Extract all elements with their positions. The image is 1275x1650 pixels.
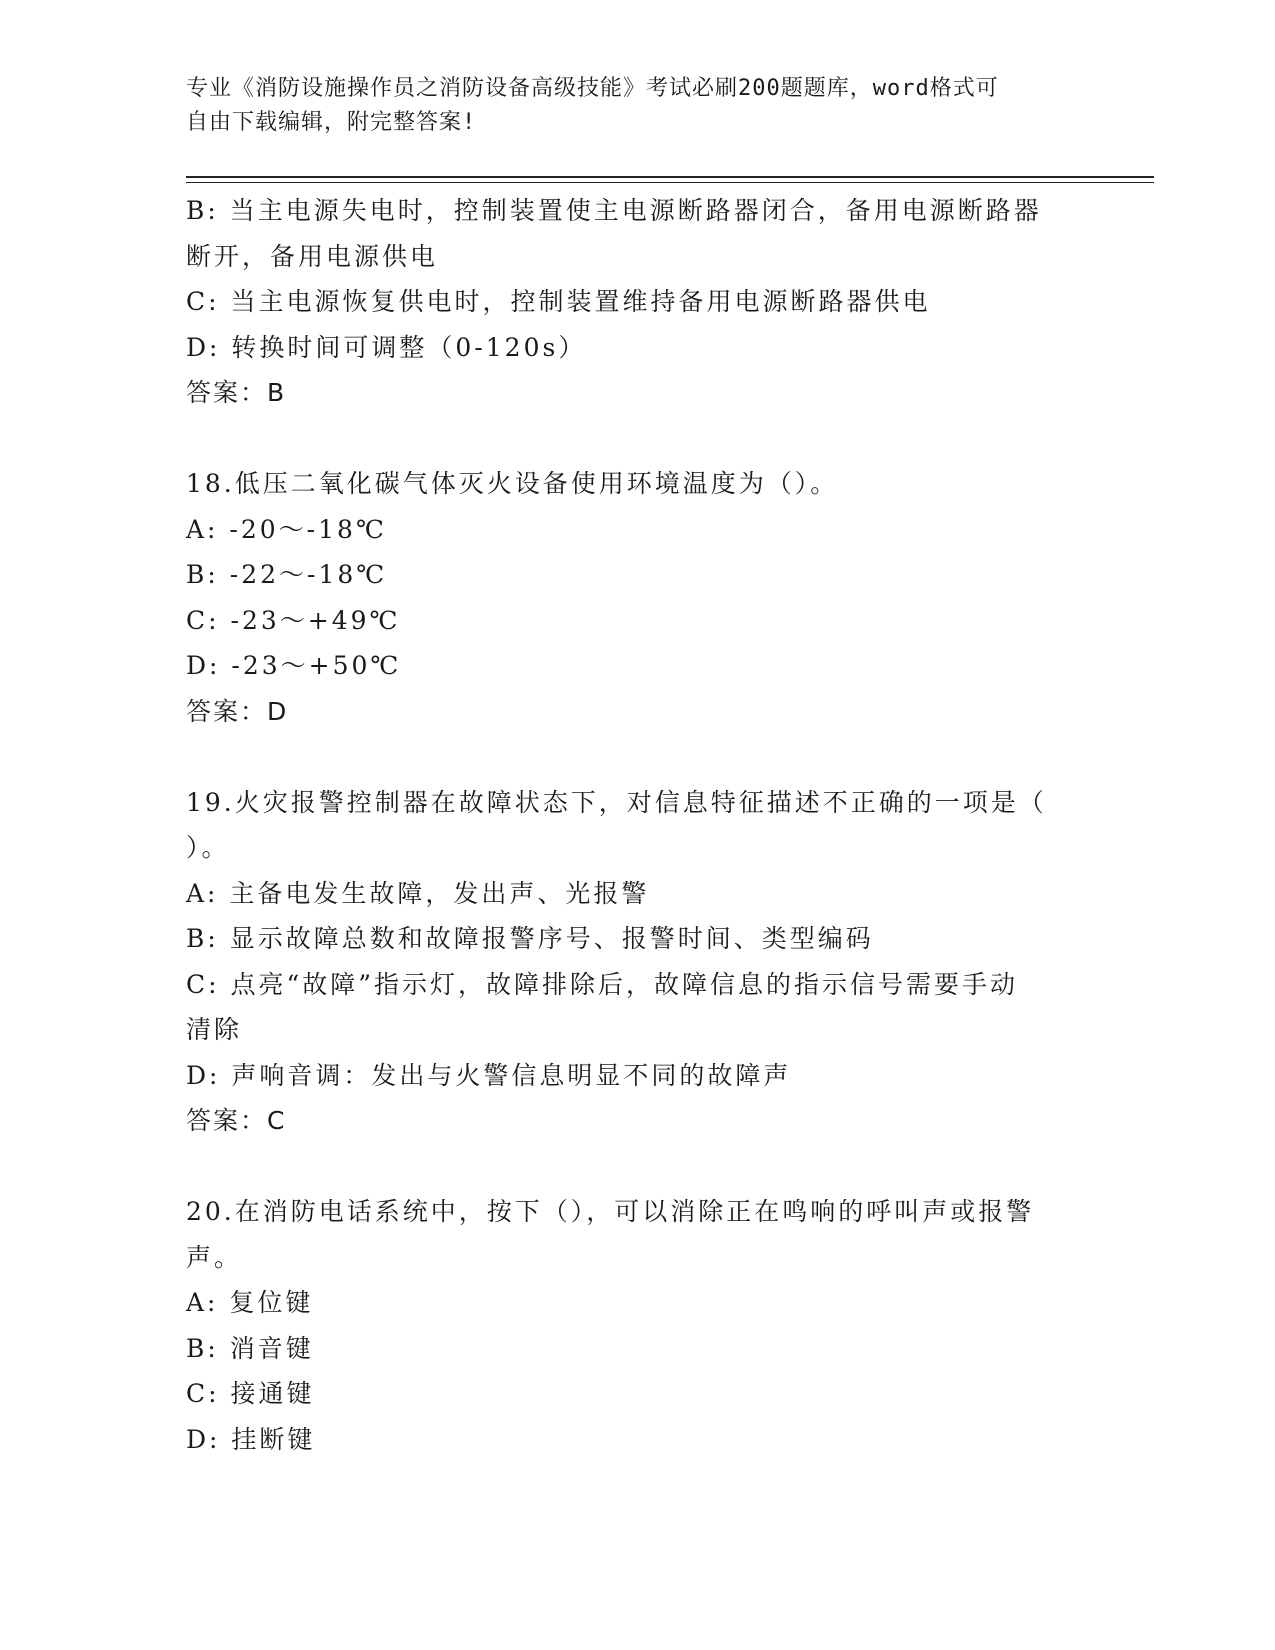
header-divider-thick [186,176,1154,178]
option-c: C: 接通键 [186,1379,315,1408]
header-divider-thin [186,182,1154,183]
option-a: A: 复位键 [186,1288,314,1317]
option-d: D: 挂断键 [186,1424,316,1454]
continued-question [186,188,1076,416]
answer: 答案：D [186,696,289,726]
document-header [186,72,1076,140]
option-c-line-2: 清除 [186,1015,243,1044]
option-b: B: 显示故障总数和故障报警序号、报警时间、类型编码 [186,924,874,953]
question-title-line-1: 20.在消防电话系统中，按下（），可以消除正在鸣响的呼叫声或报警 [186,1197,1035,1226]
question-title-line-1: 19.火灾报警控制器在故障状态下，对信息特征描述不正确的一项是（ [186,787,1047,817]
answer: 答案：B [186,378,287,407]
option-b-line-1: B: 当主电源失电时，控制装置使主电源断路器闭合，备用电源断路器 [186,196,1042,225]
question-title-line-2: ）。 [186,833,230,862]
question-title-line-2: 声。 [186,1242,243,1272]
header-line-2: 自由下载编辑，附完整答案! [186,110,477,135]
question-20 [186,1189,1076,1462]
option-c-line-1: C: 点亮“故障”指示灯，故障排除后，故障信息的指示信号需要手动 [186,969,1019,999]
option-d: D: 声响音调：发出与火警信息明显不同的故障声 [186,1060,792,1090]
option-c: C: -23～+49℃ [186,605,401,635]
header-line-1: 专业《消防设施操作员之消防设备高级技能》考试必刷200题题库，word格式可 [186,76,999,101]
option-a: A: 主备电发生故障，发出声、光报警 [186,878,650,908]
option-b-line-2: 断开，备用电源供电 [186,241,439,271]
question-title: 18.低压二氧化碳气体灭火设备使用环境温度为（）。 [186,469,839,498]
question-18 [186,461,1076,734]
option-d: D: 转换时间可调整（0-120s） [186,332,587,362]
document-body [186,188,1076,1462]
option-b: B: -22～-18℃ [186,560,388,589]
question-19 [186,780,1076,1144]
option-d: D: -23～+50℃ [186,651,402,680]
option-c: C: 当主电源恢复供电时，控制装置维持备用电源断路器供电 [186,287,931,316]
option-b: B: 消音键 [186,1333,314,1363]
option-a: A: -20～-18℃ [186,514,387,544]
answer: 答案：C [186,1106,287,1135]
